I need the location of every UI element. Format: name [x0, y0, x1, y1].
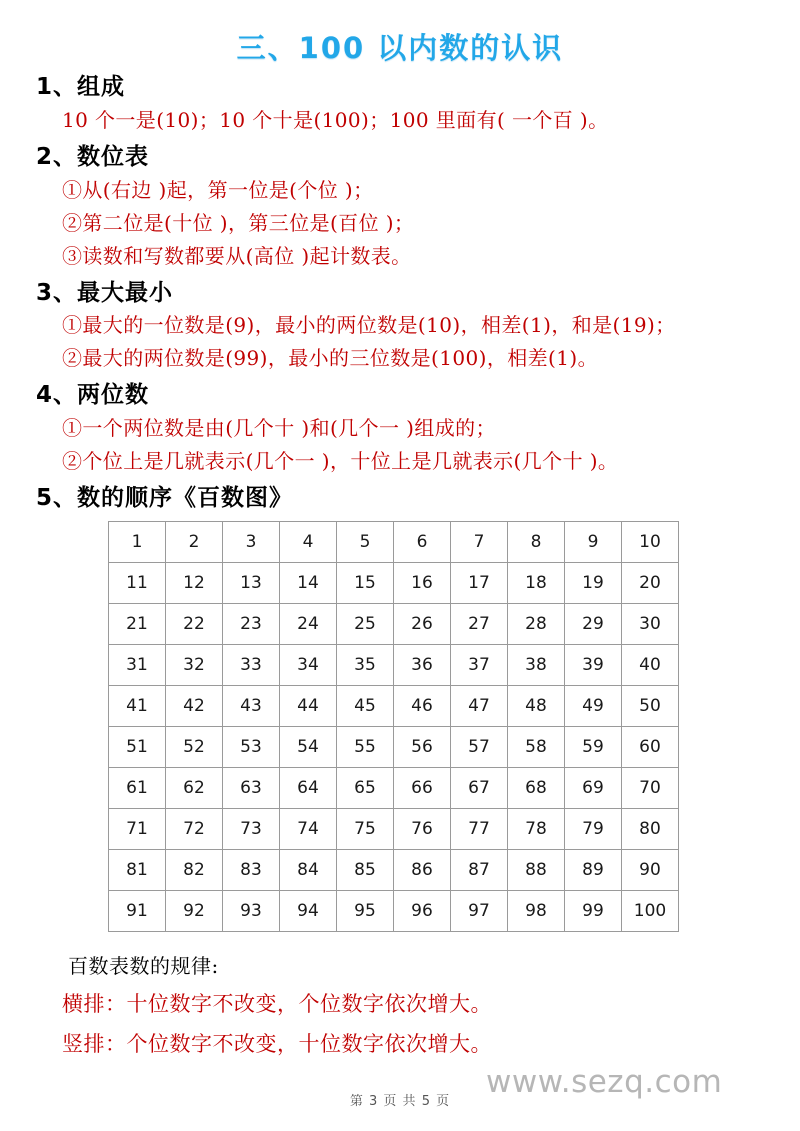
table-cell: 57 — [451, 726, 508, 767]
table-cell: 55 — [337, 726, 394, 767]
table-cell: 10 — [622, 521, 679, 562]
table-cell: 40 — [622, 644, 679, 685]
table-cell: 68 — [508, 767, 565, 808]
section-heading: 2、数位表 — [36, 143, 150, 170]
section-line: ③读数和写数都要从(高位 )起计数表。 — [62, 243, 412, 268]
section-two-digit-numbers — [0, 375, 800, 478]
rules-title: 百数表数的规律: — [68, 953, 219, 978]
table-cell: 93 — [223, 890, 280, 931]
section-heading: 5、数的顺序《百数图》 — [36, 485, 294, 511]
table-row — [109, 644, 679, 685]
section-heading: 3、最大最小 — [36, 279, 174, 306]
table-cell: 67 — [451, 767, 508, 808]
table-cell: 60 — [622, 726, 679, 767]
table-cell: 41 — [109, 685, 166, 726]
table-cell: 39 — [565, 644, 622, 685]
table-cell: 95 — [337, 890, 394, 931]
table-cell: 13 — [223, 562, 280, 603]
table-cell: 12 — [166, 562, 223, 603]
section-composition — [0, 67, 800, 137]
table-cell: 58 — [508, 726, 565, 767]
table-cell: 59 — [565, 726, 622, 767]
table-cell: 30 — [622, 603, 679, 644]
table-cell: 34 — [280, 644, 337, 685]
table-cell: 45 — [337, 685, 394, 726]
table-cell: 16 — [394, 562, 451, 603]
table-cell: 65 — [337, 767, 394, 808]
table-cell: 47 — [451, 685, 508, 726]
table-cell: 61 — [109, 767, 166, 808]
table-cell: 98 — [508, 890, 565, 931]
table-cell: 49 — [565, 685, 622, 726]
table-cell: 14 — [280, 562, 337, 603]
table-cell: 2 — [166, 521, 223, 562]
section-line: ②最大的两位数是(99)，最小的三位数是(100)，相差(1)。 — [62, 346, 598, 371]
table-row — [109, 562, 679, 603]
table-cell: 48 — [508, 685, 565, 726]
number-rules-block — [0, 932, 800, 1063]
table-cell: 18 — [508, 562, 565, 603]
table-cell: 7 — [451, 521, 508, 562]
table-cell: 94 — [280, 890, 337, 931]
table-cell: 50 — [622, 685, 679, 726]
table-cell: 43 — [223, 685, 280, 726]
table-cell: 69 — [565, 767, 622, 808]
table-cell: 76 — [394, 808, 451, 849]
section-heading: 1、组成 — [36, 74, 126, 100]
table-cell: 8 — [508, 521, 565, 562]
table-cell: 21 — [109, 603, 166, 644]
table-cell: 17 — [451, 562, 508, 603]
section-line: ①一个两位数是由(几个十 )和(几个一 )组成的； — [62, 416, 496, 440]
table-cell: 72 — [166, 808, 223, 849]
table-cell: 5 — [337, 521, 394, 562]
table-cell: 71 — [109, 808, 166, 849]
table-cell: 75 — [337, 808, 394, 849]
table-cell: 90 — [622, 849, 679, 890]
table-cell: 89 — [565, 849, 622, 890]
table-cell: 33 — [223, 644, 280, 685]
table-cell: 46 — [394, 685, 451, 726]
hundred-chart-table — [108, 521, 679, 932]
table-cell: 66 — [394, 767, 451, 808]
table-cell: 22 — [166, 603, 223, 644]
table-cell: 85 — [337, 849, 394, 890]
table-cell: 35 — [337, 644, 394, 685]
table-cell: 25 — [337, 603, 394, 644]
table-cell: 27 — [451, 603, 508, 644]
rules-line-vertical: 竖排：个位数字不改变，十位数字依次增大。 — [62, 1031, 492, 1056]
table-row — [109, 685, 679, 726]
table-cell: 15 — [337, 562, 394, 603]
table-cell: 73 — [223, 808, 280, 849]
table-cell: 24 — [280, 603, 337, 644]
table-cell: 11 — [109, 562, 166, 603]
table-cell: 63 — [223, 767, 280, 808]
table-cell: 64 — [280, 767, 337, 808]
table-cell: 82 — [166, 849, 223, 890]
section-line: ①最大的一位数是(9)，最小的两位数是(10)，相差(1)，和是(19)； — [62, 313, 676, 338]
table-cell: 77 — [451, 808, 508, 849]
table-row — [109, 603, 679, 644]
table-cell: 23 — [223, 603, 280, 644]
table-cell: 79 — [565, 808, 622, 849]
table-cell: 96 — [394, 890, 451, 931]
table-row — [109, 808, 679, 849]
section-line: 10 个一是(10)；10 个十是(100)；100 里面有( 一个百 )。 — [62, 107, 609, 132]
section-number-order — [0, 478, 800, 932]
table-row — [109, 890, 679, 931]
table-row — [109, 849, 679, 890]
table-cell: 32 — [166, 644, 223, 685]
table-cell: 78 — [508, 808, 565, 849]
table-cell: 37 — [451, 644, 508, 685]
table-cell: 81 — [109, 849, 166, 890]
table-cell: 19 — [565, 562, 622, 603]
table-cell: 62 — [166, 767, 223, 808]
table-cell: 31 — [109, 644, 166, 685]
section-line: ②第二位是(十位 )，第三位是(百位 )； — [62, 210, 415, 235]
table-cell: 3 — [223, 521, 280, 562]
table-cell: 51 — [109, 726, 166, 767]
watermark: www.sezq.com — [486, 1064, 723, 1100]
table-row — [109, 767, 679, 808]
section-heading: 4、两位数 — [36, 382, 150, 409]
table-cell: 56 — [394, 726, 451, 767]
table-cell: 88 — [508, 849, 565, 890]
section-largest-smallest — [0, 273, 800, 376]
table-cell: 54 — [280, 726, 337, 767]
section-place-value-table — [0, 137, 800, 273]
table-cell: 100 — [622, 890, 679, 931]
table-cell: 53 — [223, 726, 280, 767]
table-cell: 74 — [280, 808, 337, 849]
table-cell: 80 — [622, 808, 679, 849]
table-cell: 92 — [166, 890, 223, 931]
table-cell: 91 — [109, 890, 166, 931]
table-cell: 52 — [166, 726, 223, 767]
table-cell: 9 — [565, 521, 622, 562]
table-cell: 87 — [451, 849, 508, 890]
section-line: ①从(右边 )起，第一位是(个位 )； — [62, 177, 374, 202]
page-title: 三、100 以内数的认识 — [236, 31, 564, 65]
table-cell: 44 — [280, 685, 337, 726]
table-cell: 29 — [565, 603, 622, 644]
table-row — [109, 521, 679, 562]
table-cell: 99 — [565, 890, 622, 931]
hundred-chart-wrapper — [0, 515, 800, 932]
table-cell: 6 — [394, 521, 451, 562]
table-cell: 38 — [508, 644, 565, 685]
table-cell: 84 — [280, 849, 337, 890]
table-cell: 4 — [280, 521, 337, 562]
table-cell: 83 — [223, 849, 280, 890]
table-cell: 86 — [394, 849, 451, 890]
table-row — [109, 726, 679, 767]
table-cell: 36 — [394, 644, 451, 685]
table-cell: 20 — [622, 562, 679, 603]
table-cell: 97 — [451, 890, 508, 931]
table-cell: 1 — [109, 521, 166, 562]
table-cell: 70 — [622, 767, 679, 808]
section-line: ②个位上是几就表示(几个一 )，十位上是几就表示(几个十 )。 — [62, 449, 619, 473]
rules-line-horizontal: 横排：十位数字不改变，个位数字依次增大。 — [62, 991, 492, 1016]
page-footer: 第 3 页 共 5 页 — [349, 1094, 451, 1109]
table-cell: 42 — [166, 685, 223, 726]
table-cell: 26 — [394, 603, 451, 644]
table-cell: 28 — [508, 603, 565, 644]
